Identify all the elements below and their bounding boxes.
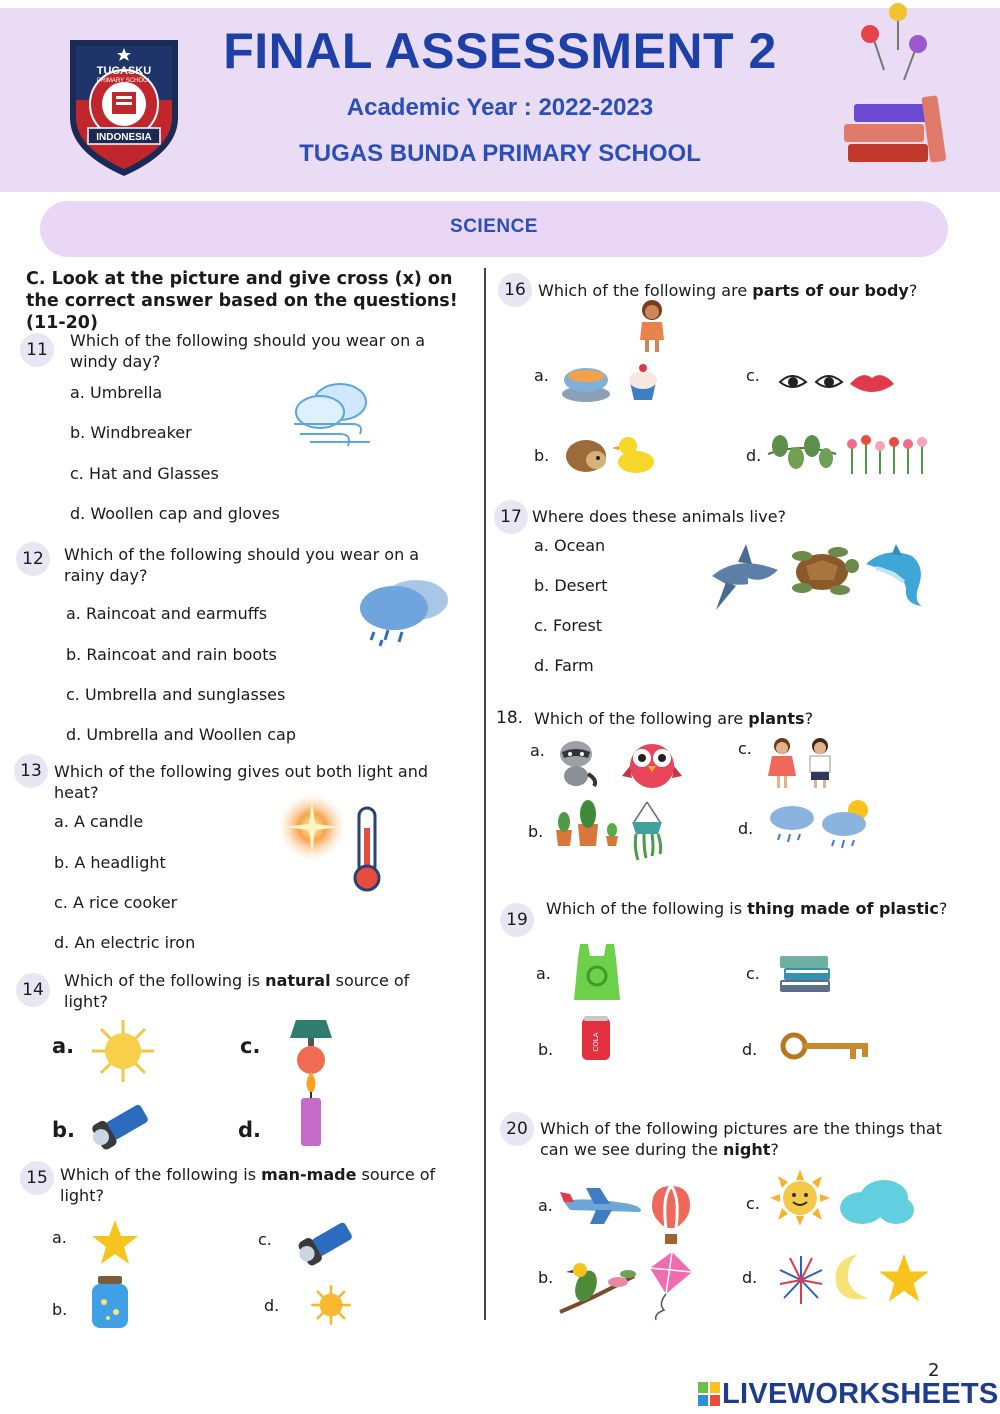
hot-air-balloon-icon [650, 1184, 692, 1246]
q17-option-a[interactable]: a. Ocean [534, 536, 606, 555]
lamp-icon [288, 1016, 334, 1078]
q20-text-pre: Which of the following pictures are the things that can we see during the [540, 1119, 942, 1159]
q19-label-a[interactable]: a. [536, 964, 551, 983]
raccoon-icon [554, 736, 600, 788]
star-icon-2 [876, 1252, 932, 1306]
q18-label-a[interactable]: a. [530, 741, 545, 760]
page-number: 2 [928, 1360, 940, 1381]
question-18-text [534, 708, 954, 729]
q20-text-post: ? [770, 1140, 779, 1159]
q16-label-c[interactable]: c. [746, 366, 760, 385]
sun-icon-2 [310, 1284, 352, 1326]
question-number-14: 14 [16, 973, 50, 1007]
q20-text-bold: night [723, 1140, 771, 1159]
sun-face-icon [770, 1170, 830, 1226]
question-number-20: 20 [500, 1112, 534, 1146]
q13-option-a[interactable]: a. A candle [54, 812, 144, 831]
rain-cloud-icon [354, 574, 454, 650]
subject-label: SCIENCE [450, 216, 538, 237]
question-13-text: Which of the following gives out both light and heat? [54, 762, 429, 802]
question-12-text: Which of the following should you wear on a rainy day? [64, 545, 420, 585]
q18-text-pre: Which of the following are [534, 709, 749, 728]
owl-icon [620, 736, 684, 790]
q16-text-bold: parts of our body [752, 281, 909, 300]
q14-text-bold: natural [265, 971, 331, 990]
q18-label-d[interactable]: d. [738, 819, 754, 838]
crescent-moon-icon [828, 1252, 876, 1304]
q13-option-c[interactable]: c. A rice cooker [54, 893, 178, 912]
question-16-text [538, 280, 958, 301]
books-decoration [840, 92, 960, 166]
q11-option-b[interactable]: b. Windbreaker [70, 423, 192, 442]
q18-text-post: ? [804, 709, 814, 728]
school-name: TUGAS BUNDA PRIMARY SCHOOL [299, 140, 701, 167]
cloud-icon [836, 1178, 916, 1228]
question-number-16: 16 [498, 273, 532, 307]
q19-text-pre: Which of the following is [546, 899, 748, 918]
candle-icon [296, 1070, 326, 1148]
key-icon [780, 1030, 878, 1062]
dolphin-icon [862, 542, 928, 608]
q20-label-c[interactable]: c. [746, 1194, 760, 1213]
q11-option-c[interactable]: c. Hat and Glasses [70, 464, 219, 483]
q18-text-bold: plants [748, 709, 805, 728]
books-stack-icon [778, 950, 832, 996]
liveworksheets-brand[interactable]: LIVEWORKSHEETS [722, 1378, 999, 1410]
hedgehog-and-duck-icon [562, 432, 662, 474]
q14-label-b[interactable]: b. [52, 1118, 76, 1142]
sunlight-glow-icon [272, 790, 352, 864]
question-number-19: 19 [500, 903, 534, 937]
kite-icon [644, 1250, 694, 1322]
q12-option-c[interactable]: c. Umbrella and sunglasses [66, 685, 286, 704]
q14-text-post: source of light? [64, 971, 410, 1011]
q16-text-pre: Which of the following are [538, 281, 753, 300]
q17-option-b[interactable]: b. Desert [534, 576, 608, 595]
q16-text-post: ? [908, 281, 918, 300]
q19-label-c[interactable]: c. [746, 964, 760, 983]
q20-label-b[interactable]: b. [538, 1268, 554, 1287]
pushpins-decoration [852, 0, 932, 90]
turtle-icon [784, 540, 860, 602]
q15-text-post: source of light? [60, 1165, 436, 1205]
windy-cloud-icon [290, 372, 378, 458]
column-divider [484, 268, 486, 1320]
section-instruction: C. Look at the picture and give cross (x) on the correct answer based on the questions! (11-20) [26, 269, 458, 333]
question-14-text [64, 970, 444, 1012]
q15-text-pre: Which of the following is [60, 1165, 262, 1184]
soup-and-cupcake-icon [560, 358, 670, 404]
svg-text:COLA: COLA [592, 1032, 600, 1052]
q13-option-b[interactable]: b. A headlight [54, 853, 166, 872]
liveworksheets-logo-icon [698, 1382, 720, 1406]
q12-option-b[interactable]: b. Raincoat and rain boots [66, 645, 277, 664]
star-icon [90, 1218, 140, 1268]
q14-label-c[interactable]: c. [240, 1034, 261, 1058]
children-icon [764, 736, 844, 790]
question-number-15: 15 [20, 1161, 54, 1195]
q14-label-a[interactable]: a. [52, 1034, 75, 1058]
page-title: FINAL ASSESSMENT 2 [223, 23, 777, 79]
q16-label-a[interactable]: a. [534, 366, 549, 385]
academic-year: Academic Year : 2022-2023 [346, 94, 654, 121]
question-number-11: 11 [20, 333, 54, 367]
q15-label-c[interactable]: c. [258, 1230, 272, 1249]
q15-label-b[interactable]: b. [52, 1300, 68, 1319]
shark-icon [708, 540, 784, 616]
question-number-13: 13 [14, 754, 48, 788]
question-17-text: Where does these animals live? [532, 507, 787, 526]
sun-icon [90, 1018, 156, 1084]
q19-label-b[interactable]: b. [538, 1040, 554, 1059]
question-15-text [60, 1164, 480, 1206]
logo-bottom-text: INDONESIA [96, 132, 152, 143]
logo-ring-text: PRIMARY SCHOOL [96, 78, 152, 84]
question-19-text [546, 898, 966, 919]
flashlight-icon-2 [296, 1218, 362, 1266]
q14-text-pre: Which of the following is [64, 971, 266, 990]
q17-option-d[interactable]: d. Farm [534, 656, 594, 675]
fireworks-icon [778, 1254, 824, 1306]
rain-clouds-icon [766, 796, 876, 850]
q19-text-post: ? [938, 899, 948, 918]
q16-label-b[interactable]: b. [534, 446, 550, 465]
soda-can-icon [578, 1014, 614, 1062]
q20-label-a[interactable]: a. [538, 1196, 553, 1215]
q12-option-d[interactable]: d. Umbrella and Woollen cap [66, 725, 296, 744]
q19-label-d[interactable]: d. [742, 1040, 758, 1059]
q18-label-b[interactable]: b. [528, 822, 544, 841]
logo-top-text: TUGASKU [96, 65, 152, 77]
question-number-18: 18. [496, 708, 524, 728]
q18-label-c[interactable]: c. [738, 739, 752, 758]
q15-label-a[interactable]: a. [52, 1228, 67, 1247]
question-number-17: 17 [494, 500, 528, 534]
q13-option-d[interactable]: d. An electric iron [54, 933, 196, 952]
q11-option-d[interactable]: d. Woollen cap and gloves [70, 504, 280, 523]
question-20-text [540, 1118, 962, 1160]
leaves-and-flowers-icon [766, 432, 936, 476]
bird-on-branch-icon [558, 1256, 636, 1320]
q16-label-d[interactable]: d. [746, 446, 762, 465]
q15-text-bold: man-made [261, 1165, 357, 1184]
firefly-jar-icon [88, 1274, 132, 1330]
potted-plants-icon [552, 800, 624, 848]
q11-option-a[interactable]: a. Umbrella [70, 383, 163, 402]
question-number-12: 12 [16, 542, 50, 576]
q14-label-d[interactable]: d. [238, 1118, 262, 1142]
hanging-plant-icon [626, 800, 668, 862]
q12-option-a[interactable]: a. Raincoat and earmuffs [66, 604, 268, 623]
question-11-text: Which of the following should you wear on a windy day? [70, 331, 426, 371]
airplane-icon [560, 1186, 646, 1226]
q20-label-d[interactable]: d. [742, 1268, 758, 1287]
eyes-and-lips-icon [778, 366, 896, 400]
q17-option-c[interactable]: c. Forest [534, 616, 603, 635]
flashlight-icon [90, 1100, 158, 1150]
q15-label-d[interactable]: d. [264, 1296, 280, 1315]
thermometer-icon [350, 802, 384, 894]
girl-icon [634, 298, 670, 354]
plastic-bag-icon [570, 942, 624, 1004]
q19-text-bold: thing made of plastic [747, 899, 939, 918]
